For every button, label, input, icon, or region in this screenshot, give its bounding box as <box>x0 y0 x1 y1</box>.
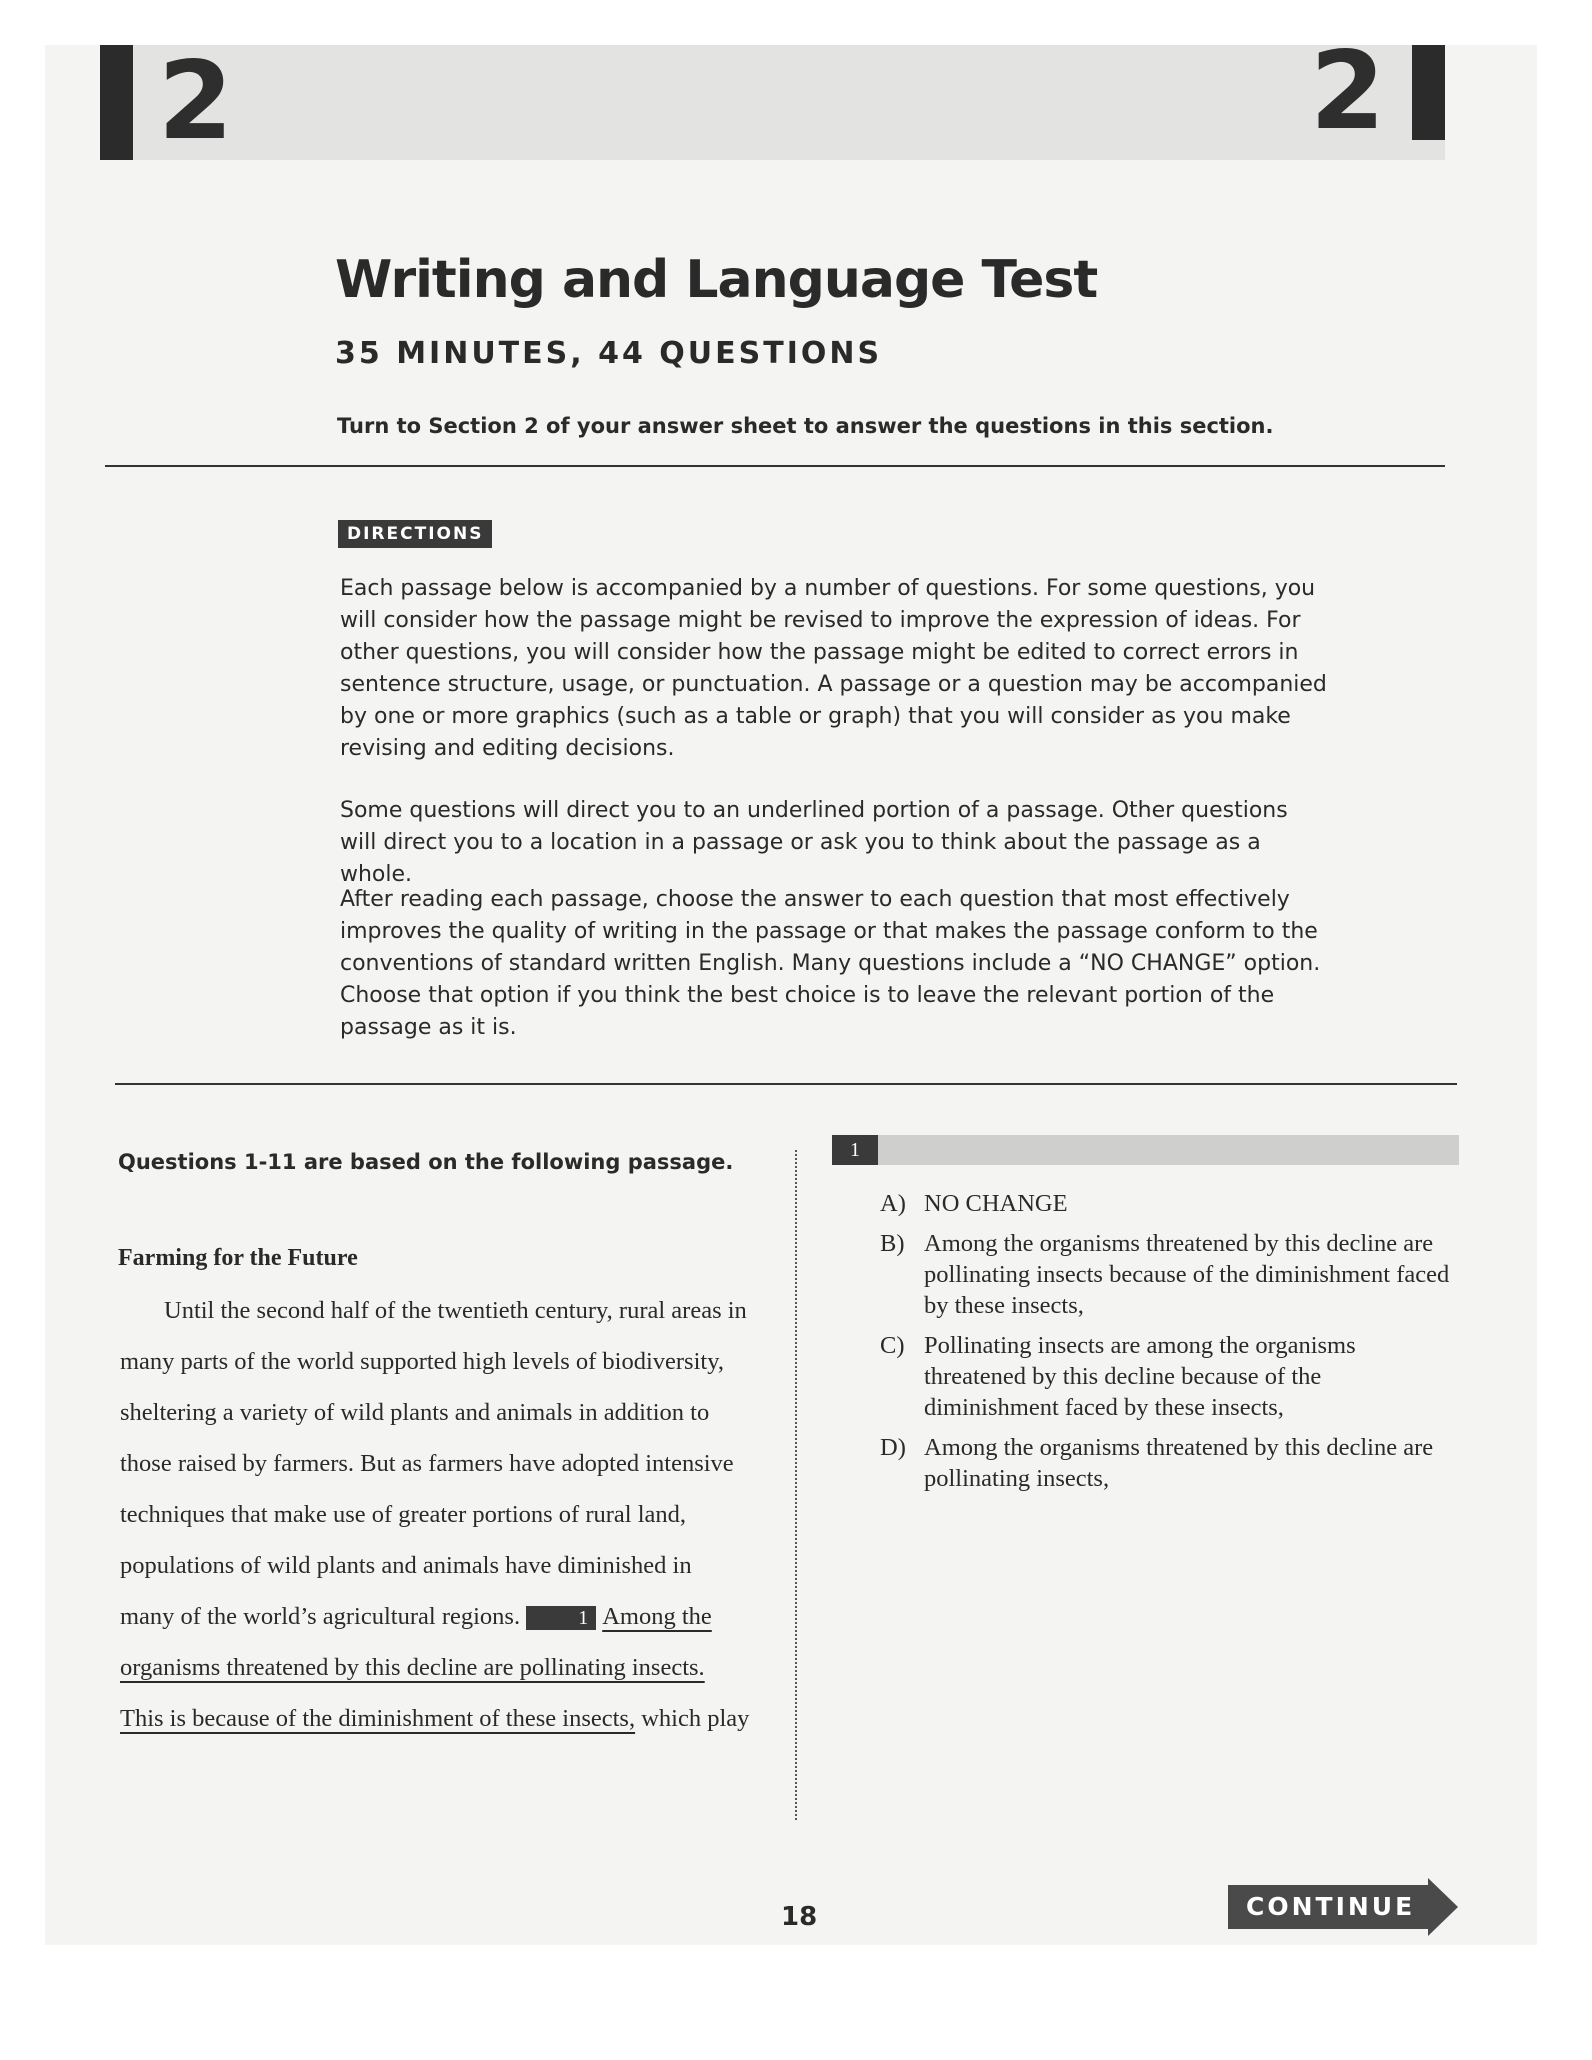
answer-text: NO CHANGE <box>924 1190 1068 1217</box>
passage-title: Farming for the Future <box>118 1245 358 1271</box>
question-header-band <box>832 1135 1459 1165</box>
answer-choice-b[interactable] <box>880 1228 1460 1321</box>
answer-letter: D) <box>880 1434 906 1461</box>
test-subtitle: 35 MINUTES, 44 QUESTIONS <box>335 336 883 371</box>
top-divider <box>105 465 1445 467</box>
answer-sheet-instruction: Turn to Section 2 of your answer sheet to answer the questions in this section. <box>337 414 1274 438</box>
answer-text: Among the organisms threatened by this decline are pollinating insects, <box>924 1434 1434 1492</box>
passage-intro: Questions 1-11 are based on the following passage. <box>118 1150 734 1174</box>
answer-choices <box>880 1188 1460 1503</box>
section-bar-right <box>1412 45 1445 140</box>
question-marker[interactable]: 1 <box>526 1606 596 1630</box>
directions-label: DIRECTIONS <box>338 520 492 548</box>
answer-choice-d[interactable] <box>880 1432 1460 1494</box>
directions-paragraph-2: Some questions will direct you to an underlined portion of a passage. Other questions will direct you to a location in a passage or ask you to think about the passage as a whole. <box>340 798 1288 887</box>
answer-choice-c[interactable] <box>880 1330 1460 1423</box>
continue-label: CONTINUE <box>1228 1885 1428 1929</box>
question-number: 1 <box>832 1135 878 1165</box>
passage-text: Until the second half of the twentieth century, rural areas in many parts of the world supported high levels of biodiversity, sheltering a variety of wild plants and animals in addition to those raised by farmers. But as farmers have adopted intensive techniques that make use of greater portions of rural land, populations of wild plants and animals have diminished in many of the world’s agricultural regions. <box>120 1297 747 1630</box>
section-header-band <box>100 39 1445 164</box>
answer-letter: B) <box>880 1230 905 1257</box>
section-number-left: 2 <box>158 39 234 164</box>
passage-paragraph <box>120 1285 750 1744</box>
answer-text: Pollinating insects are among the organisms threatened by this decline because of the diminishment faced by these insects, <box>924 1332 1356 1421</box>
answer-choice-a[interactable] <box>880 1188 1460 1219</box>
directions-bottom-divider <box>115 1083 1457 1085</box>
page-number: 18 <box>781 1902 818 1932</box>
underlined-portion[interactable]: Among the organisms threatened by this decline are pollinating insects. This is because of the diminishment of these insects, <box>120 1603 712 1732</box>
directions-paragraph-1: Each passage below is accompanied by a number of questions. For some questions, you will consider how the passage might be revised to improve the expression of ideas. For other questions, you will consider how the passage might be edited to correct errors in sentence structure, usage, or punctuation. A passage or a question may be accompanied by one or more graphics (such as a table or graph) that you will consider as you make revising and editing decisions. <box>340 576 1327 761</box>
column-divider <box>795 1150 797 1820</box>
section-bar-left <box>100 45 133 160</box>
section-number-right: 2 <box>1310 29 1386 154</box>
answer-text: Among the organisms threatened by this decline are pollinating insects because of the diminishment faced by these insects, <box>924 1230 1450 1319</box>
test-title: Writing and Language Test <box>335 250 1098 310</box>
passage-body <box>120 1285 750 1744</box>
answer-letter: A) <box>880 1190 906 1217</box>
passage-text-continued: which play <box>641 1705 750 1732</box>
directions-paragraph-3: After reading each passage, choose the answer to each question that most effectively improves the quality of writing in the passage or that makes the passage conform to the conventions of standard written English. Many questions include a “NO CHANGE” option. Choose that option if you think the best choice is to leave the relevant portion of the passage as it is. <box>340 887 1321 1040</box>
answer-letter: C) <box>880 1332 905 1359</box>
continue-arrow-icon <box>1428 1878 1458 1936</box>
